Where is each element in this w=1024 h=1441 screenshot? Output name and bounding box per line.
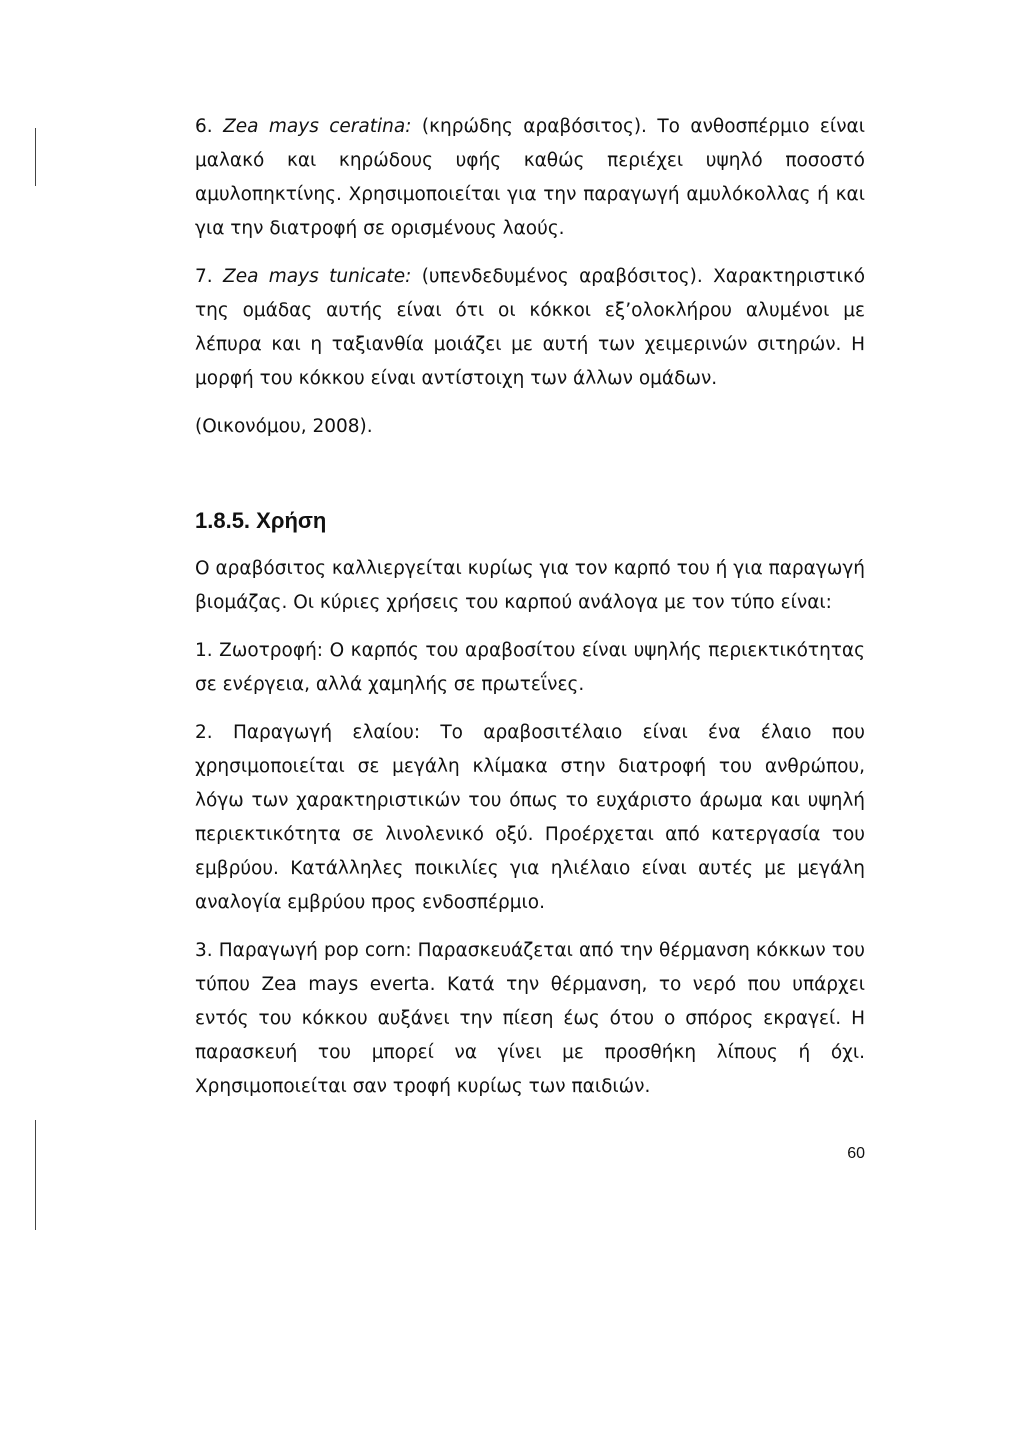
list-item-7 [195,260,865,396]
document-page [195,110,865,1164]
use-item-1: 1. Ζωοτροφή: Ο καρπός του αραβοσίτου είναι υψηλής περιεκτικότητας σε ενέργεια, αλλά χαμηλής σε πρωτεΐνες. [195,640,865,695]
use-item-2: 2. Παραγωγή ελαίου: Το αραβοσιτέλαιο είναι ένα έλαιο που χρησιμοποιείται σε μεγάλη κλίμακα στην διατροφή του ανθρώπου, λόγω των χαρακτηριστικών του όπως το ευχάριστο άρωμα και υψηλή περιεκτικότητα σε λινολενικό οξύ. Προέρχεται από κατεργασία του εμβρύου. Κατάλληλες ποικιλίες για ηλιέλαιο είναι αυτές με μεγάλη αναλογία εμβρύου προς ενδοσπέρμιο. [195,722,865,913]
list-item-number: 6. [195,116,213,137]
margin-line-lower [35,1120,36,1230]
species-name: Zea mays tunicate: [223,266,412,287]
use-item-3: 3. Παραγωγή pop corn: Παρασκευάζεται από την θέρμανση κόκκων του τύπου Zea mays everta. Κατά την θέρμανση, το νερό που υπάρχει εντός του κόκκου αυξάνει την πίεση έως ότου ο σπόρος εκραγεί. Η παρασκευή του μπορεί να γίνει με προσθήκη λίπους ή όχι. Χρησιμοποιείται σαν τροφή κυρίως των παιδιών. [195,940,865,1097]
list-item-number: 7. [195,266,213,287]
list-item-text: (κηρώδης αραβόσιτος). Το ανθοσπέρμιο είναι μαλακό και κηρώδους υφής καθώς περιέχει υψηλό ποσοστό αμυλοπηκτίνης. Χρησιμοποιείται για την παραγωγή αμυλόκολλας ή και για την διατροφή σε ορισμένους λαούς. [195,116,865,239]
section-intro: Ο αραβόσιτος καλλιεργείται κυρίως για τον καρπό του ή για παραγωγή βιομάζας. Οι κύριες χρήσεις του καρπού ανάλογα με τον τύπο είναι: [195,558,865,613]
margin-line-top [35,128,36,186]
species-name: Zea mays ceratina: [223,116,412,137]
page-number: 60 [847,1145,865,1162]
section-heading: 1.8.5. Χρήση [195,508,327,533]
list-item-text: (υπενδεδυμένος αραβόσιτος). Χαρακτηριστικό της ομάδας αυτής είναι ότι οι κόκκοι εξ’ολοκλήρου αλυμένοι με λέπυρα και η ταξιανθία μοιάζει με αυτή των χειμερινών σιτηρών. Η μορφή του κόκκου είναι αντίστοιχη των άλλων ομάδων. [195,266,866,389]
citation: (Οικονόμου, 2008). [195,416,373,437]
list-item-6 [195,110,865,246]
